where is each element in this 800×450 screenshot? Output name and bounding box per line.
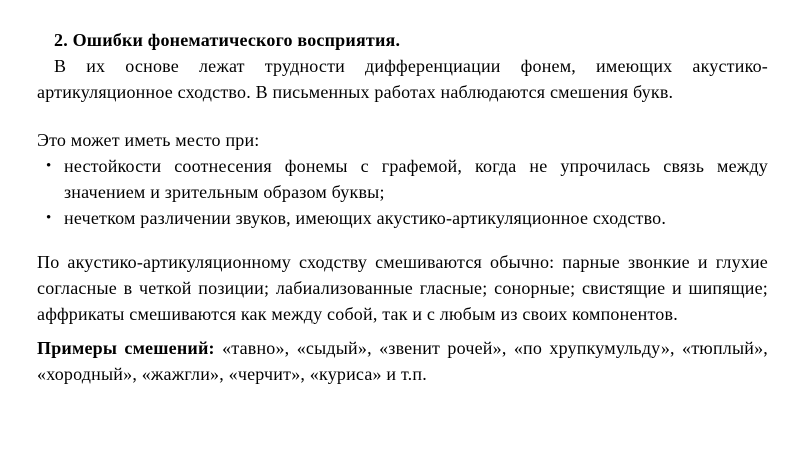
conditions-list — [37, 153, 768, 231]
slide-title: 2. Ошибки фонематического восприятия. — [54, 30, 401, 50]
list-item — [37, 153, 768, 205]
mixing-paragraph: По акустико-артикуляционному сходству смешиваются обычно: парные звонкие и глухие согласные в четкой позиции; лабиализованные гласные; сонорные; свистящие и шипящие; аффрикаты смешиваются как между собой, так и с любым из своих компонентов. — [37, 252, 768, 324]
list-item-text: нечетком различении звуков, имеющих акустико-артикуляционное сходство. — [64, 208, 667, 228]
examples-label: Примеры смешений: — [37, 338, 215, 358]
list-item-text: нестойкости соотнесения фонемы с графемой, когда не упрочилась связь между значением и зрительным образом буквы; — [64, 156, 768, 202]
bullet-icon: • — [46, 158, 52, 174]
examples-text: «тавно», «сыдый», «звенит рочей», «по хрупкумульду», «тюплый», «хородный», «жажгли», «черчит», «куриса» и т.п. — [37, 338, 769, 384]
list-item — [37, 205, 768, 231]
conditions-lead: Это может иметь место при: — [37, 130, 260, 150]
examples-paragraph — [37, 335, 768, 387]
intro-paragraph: В их основе лежат трудности дифференциации фонем, имеющих акустико-артикуляционное сходство. В письменных работах наблюдаются смешения букв. — [37, 56, 768, 102]
bullet-icon: • — [46, 210, 52, 226]
